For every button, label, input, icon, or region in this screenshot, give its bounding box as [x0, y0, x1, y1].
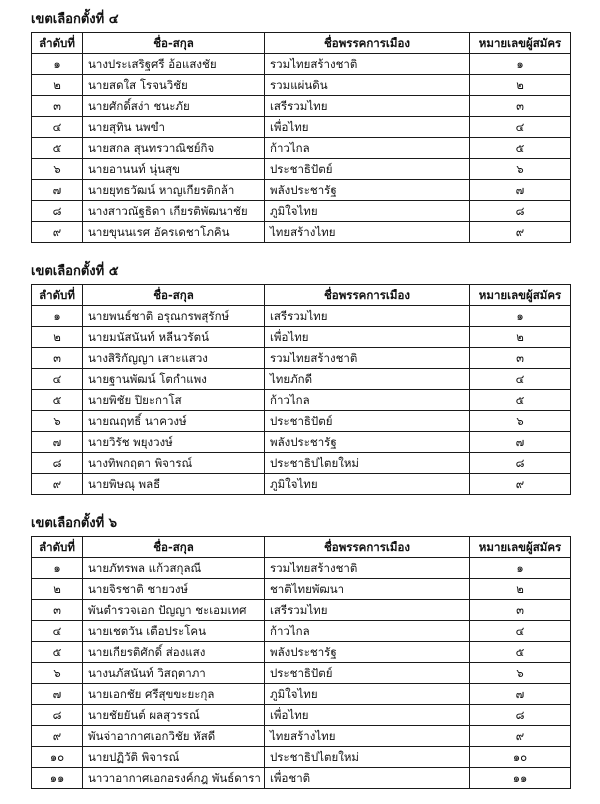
party-cell: เพื่อไทย — [265, 705, 470, 726]
candidate-number-cell: ๑๑ — [470, 768, 571, 789]
order-cell: ๙ — [32, 474, 83, 495]
candidate-number-cell: ๒ — [470, 579, 571, 600]
order-cell: ๘ — [32, 201, 83, 222]
table-row — [32, 621, 571, 642]
header-party: ชื่อพรรคการเมือง — [265, 285, 470, 306]
candidate-table — [31, 536, 571, 789]
party-cell: รวมไทยสร้างชาติ — [265, 54, 470, 75]
order-cell: ๙ — [32, 222, 83, 243]
name-cell: นายเกียรติศักดิ์ ส่องแสง — [83, 642, 265, 663]
table-row — [32, 600, 571, 621]
order-cell: ๑๑ — [32, 768, 83, 789]
name-cell: นายปฏิวัติ พิจารณ์ — [83, 747, 265, 768]
candidate-number-cell: ๓ — [470, 600, 571, 621]
candidate-number-cell: ๘ — [470, 453, 571, 474]
order-cell: ๓ — [32, 348, 83, 369]
name-cell: พันตำรวจเอก ปัญญา ชะเอมเทศ — [83, 600, 265, 621]
header-number: หมายเลขผู้สมัคร — [470, 537, 571, 558]
party-cell: ประชาธิปไตยใหม่ — [265, 747, 470, 768]
party-cell: เพื่อไทย — [265, 327, 470, 348]
candidate-number-cell: ๙ — [470, 222, 571, 243]
candidate-number-cell: ๕ — [470, 642, 571, 663]
party-cell: ชาติไทยพัฒนา — [265, 579, 470, 600]
table-row — [32, 54, 571, 75]
candidate-number-cell: ๖ — [470, 159, 571, 180]
name-cell: นางประเสริฐศรี อ้อแสงชัย — [83, 54, 265, 75]
order-cell: ๙ — [32, 726, 83, 747]
candidate-number-cell: ๙ — [470, 474, 571, 495]
table-row — [32, 390, 571, 411]
table-row — [32, 474, 571, 495]
order-cell: ๒ — [32, 327, 83, 348]
district-section — [31, 516, 570, 789]
name-cell: นายสกล สุนทรวาณิชย์กิจ — [83, 138, 265, 159]
candidate-number-cell: ๙ — [470, 726, 571, 747]
candidate-number-cell: ๑ — [470, 306, 571, 327]
header-order: ลำดับที่ — [32, 285, 83, 306]
party-cell: ก้าวไกล — [265, 621, 470, 642]
name-cell: พันจ่าอากาศเอกวิชัย หัสดี — [83, 726, 265, 747]
table-row — [32, 411, 571, 432]
table-row — [32, 768, 571, 789]
name-cell: นายเอกชัย ศรีสุขขะยะกุล — [83, 684, 265, 705]
name-cell: นางสิริกัญญา เสาะแสวง — [83, 348, 265, 369]
candidate-number-cell: ๕ — [470, 138, 571, 159]
name-cell: นายยุทธวัฒน์ หาญเกียรติกล้า — [83, 180, 265, 201]
order-cell: ๗ — [32, 180, 83, 201]
party-cell: ประชาธิปัตย์ — [265, 663, 470, 684]
table-row — [32, 726, 571, 747]
order-cell: ๕ — [32, 390, 83, 411]
order-cell: ๓ — [32, 600, 83, 621]
table-row — [32, 558, 571, 579]
candidate-table — [31, 32, 571, 243]
candidate-table — [31, 284, 571, 495]
district-title: เขตเลือกตั้งที่ ๖ — [31, 516, 117, 531]
party-cell: เสรีรวมไทย — [265, 600, 470, 621]
table-header-row — [32, 537, 571, 558]
header-number: หมายเลขผู้สมัคร — [470, 285, 571, 306]
order-cell: ๒ — [32, 75, 83, 96]
candidate-number-cell: ๖ — [470, 663, 571, 684]
table-row — [32, 747, 571, 768]
table-row — [32, 222, 571, 243]
candidate-number-cell: ๘ — [470, 705, 571, 726]
table-row — [32, 306, 571, 327]
order-cell: ๒ — [32, 579, 83, 600]
table-row — [32, 705, 571, 726]
table-row — [32, 138, 571, 159]
header-party: ชื่อพรรคการเมือง — [265, 537, 470, 558]
name-cell: นางสาวณัฐธิดา เกียรติพัฒนาชัย — [83, 201, 265, 222]
name-cell: นายจิรชาติ ชายวงษ์ — [83, 579, 265, 600]
party-cell: ภูมิใจไทย — [265, 474, 470, 495]
candidate-number-cell: ๔ — [470, 369, 571, 390]
party-cell: ก้าวไกล — [265, 390, 470, 411]
order-cell: ๓ — [32, 96, 83, 117]
order-cell: ๔ — [32, 621, 83, 642]
party-cell: ประชาธิปไตยใหม่ — [265, 453, 470, 474]
district-section — [31, 12, 570, 243]
header-name: ชื่อ-สกุล — [83, 33, 265, 54]
candidate-number-cell: ๗ — [470, 684, 571, 705]
name-cell: นางนภัสนันท์ วิสฤตาภา — [83, 663, 265, 684]
name-cell: นายภัทรพล แก้วสกุลณี — [83, 558, 265, 579]
party-cell: ไทยภักดี — [265, 369, 470, 390]
name-cell: นายณฤทธิ์ นาควงษ์ — [83, 411, 265, 432]
table-row — [32, 663, 571, 684]
order-cell: ๔ — [32, 369, 83, 390]
order-cell: ๖ — [32, 663, 83, 684]
order-cell: ๖ — [32, 411, 83, 432]
party-cell: เสรีรวมไทย — [265, 306, 470, 327]
party-cell: เพื่อไทย — [265, 117, 470, 138]
party-cell: ก้าวไกล — [265, 138, 470, 159]
candidate-number-cell: ๑ — [470, 54, 571, 75]
candidate-number-cell: ๒ — [470, 327, 571, 348]
name-cell: นายอานนท์ นุ่นสุข — [83, 159, 265, 180]
party-cell: พลังประชารัฐ — [265, 432, 470, 453]
candidate-number-cell: ๕ — [470, 390, 571, 411]
party-cell: ภูมิใจไทย — [265, 684, 470, 705]
table-row — [32, 453, 571, 474]
table-row — [32, 579, 571, 600]
name-cell: นาวาอากาศเอกอรงค์กฎ พันธ์ดารา — [83, 768, 265, 789]
order-cell: ๘ — [32, 705, 83, 726]
party-cell: รวมแผ่นดิน — [265, 75, 470, 96]
district-section — [31, 264, 570, 495]
party-cell: รวมไทยสร้างชาติ — [265, 348, 470, 369]
order-cell: ๔ — [32, 117, 83, 138]
party-cell: เสรีรวมไทย — [265, 96, 470, 117]
candidate-number-cell: ๔ — [470, 117, 571, 138]
table-row — [32, 75, 571, 96]
party-cell: ประชาธิปัตย์ — [265, 411, 470, 432]
party-cell: พลังประชารัฐ — [265, 642, 470, 663]
header-order: ลำดับที่ — [32, 537, 83, 558]
candidate-number-cell: ๗ — [470, 180, 571, 201]
table-header-row — [32, 285, 571, 306]
order-cell: ๑ — [32, 558, 83, 579]
party-cell: รวมไทยสร้างชาติ — [265, 558, 470, 579]
name-cell: นายฐานพัฒน์ โตกำแพง — [83, 369, 265, 390]
order-cell: ๘ — [32, 453, 83, 474]
name-cell: นายพิชัย ปิยะกาโส — [83, 390, 265, 411]
table-row — [32, 201, 571, 222]
order-cell: ๑๐ — [32, 747, 83, 768]
table-row — [32, 684, 571, 705]
party-cell: ภูมิใจไทย — [265, 201, 470, 222]
table-row — [32, 432, 571, 453]
header-number: หมายเลขผู้สมัคร — [470, 33, 571, 54]
district-title: เขตเลือกตั้งที่ ๔ — [31, 12, 119, 27]
order-cell: ๑ — [32, 54, 83, 75]
name-cell: นายชัยยันต์ ผลสุวรรณ์ — [83, 705, 265, 726]
order-cell: ๑ — [32, 306, 83, 327]
order-cell: ๕ — [32, 138, 83, 159]
name-cell: นายเชตวัน เตือประโคน — [83, 621, 265, 642]
candidate-number-cell: ๑ — [470, 558, 571, 579]
header-order: ลำดับที่ — [32, 33, 83, 54]
order-cell: ๕ — [32, 642, 83, 663]
header-name: ชื่อ-สกุล — [83, 285, 265, 306]
table-row — [32, 117, 571, 138]
name-cell: นายศักดิ์สง่า ชนะภัย — [83, 96, 265, 117]
party-cell: พลังประชารัฐ — [265, 180, 470, 201]
name-cell: นายพิษณุ พลธี — [83, 474, 265, 495]
candidate-number-cell: ๒ — [470, 75, 571, 96]
party-cell: ไทยสร้างไทย — [265, 726, 470, 747]
header-party: ชื่อพรรคการเมือง — [265, 33, 470, 54]
candidate-number-cell: ๔ — [470, 621, 571, 642]
name-cell: นายขุนนเรศ อัครเดชาโภคิน — [83, 222, 265, 243]
table-row — [32, 369, 571, 390]
name-cell: นายมนัสนันท์ หลีนวรัตน์ — [83, 327, 265, 348]
table-row — [32, 327, 571, 348]
party-cell: ประชาธิปัตย์ — [265, 159, 470, 180]
candidate-number-cell: ๗ — [470, 432, 571, 453]
table-row — [32, 348, 571, 369]
name-cell: นายสดใส โรจนวิชัย — [83, 75, 265, 96]
name-cell: นางทิพกฤตา พิจารณ์ — [83, 453, 265, 474]
party-cell: ไทยสร้างไทย — [265, 222, 470, 243]
table-header-row — [32, 33, 571, 54]
table-row — [32, 642, 571, 663]
candidate-number-cell: ๘ — [470, 201, 571, 222]
table-row — [32, 180, 571, 201]
header-name: ชื่อ-สกุล — [83, 537, 265, 558]
district-title: เขตเลือกตั้งที่ ๕ — [31, 264, 119, 279]
name-cell: นายสุทิน นพขำ — [83, 117, 265, 138]
candidate-number-cell: ๓ — [470, 96, 571, 117]
table-row — [32, 96, 571, 117]
name-cell: นายวิรัช พยุงวงษ์ — [83, 432, 265, 453]
order-cell: ๗ — [32, 432, 83, 453]
order-cell: ๗ — [32, 684, 83, 705]
candidate-number-cell: ๑๐ — [470, 747, 571, 768]
order-cell: ๖ — [32, 159, 83, 180]
name-cell: นายพนธ์ชาติ อรุณกรพสุรักษ์ — [83, 306, 265, 327]
candidate-number-cell: ๓ — [470, 348, 571, 369]
party-cell: เพื่อชาติ — [265, 768, 470, 789]
table-row — [32, 159, 571, 180]
candidate-number-cell: ๖ — [470, 411, 571, 432]
